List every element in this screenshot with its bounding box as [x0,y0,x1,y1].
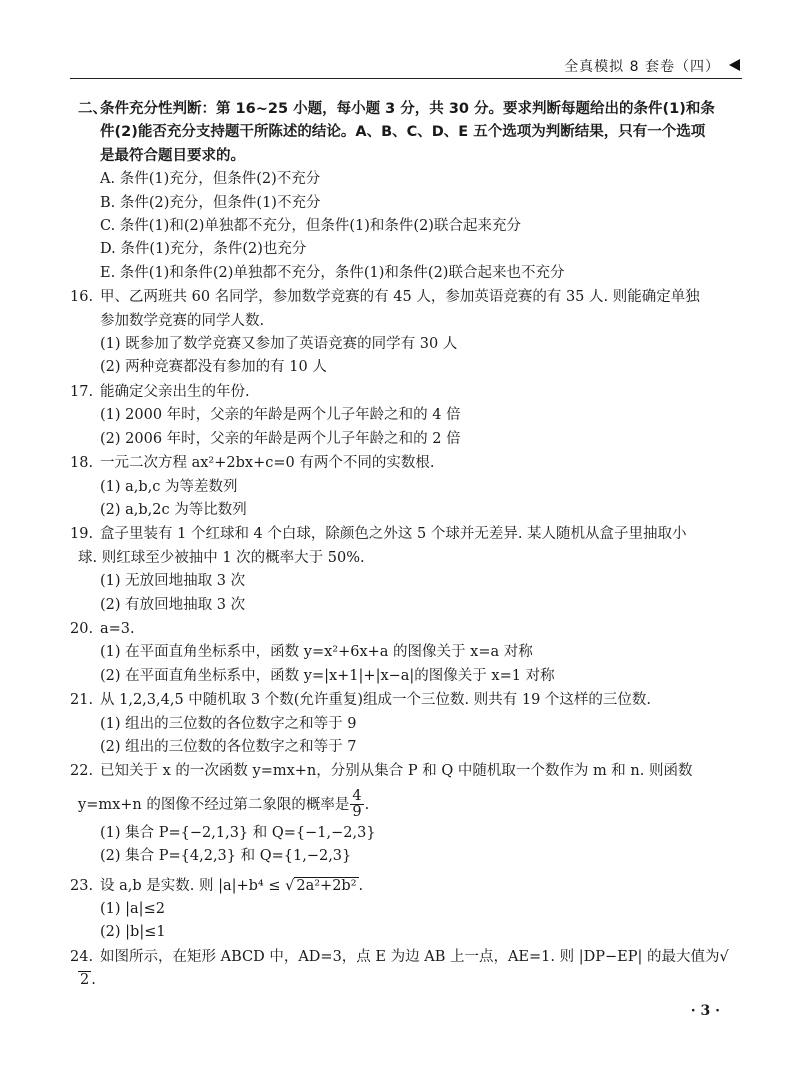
condition-2: (2) 组出的三位数的各位数字之和等于 7 [100,738,357,755]
fraction-numerator: 4 [352,788,362,805]
question-number: 16. [70,289,94,306]
condition-2: (2) 有放回地抽取 3 次 [100,596,246,613]
condition-2: (2) 两种竞赛都没有参加的有 10 人 [100,359,327,376]
sqrt-sign: √ [285,877,295,894]
condition-1: (1) |a|≤2 [100,901,165,917]
question-stem: 从 1,2,3,4,5 中随机取 3 个数(允许重复)组成一个三位数. 则共有 19 个这样的三位数. [100,692,652,709]
question-number: 20. [70,620,94,637]
question-22 [70,760,738,868]
question-stem: 设 a,b 是实数. 则 |a|+b⁴ ≤ [100,877,286,894]
stem-end: . [358,877,364,894]
page-content [70,98,738,993]
condition-1: (1) 既参加了数学竞赛又参加了英语竞赛的同学有 30 人 [100,336,458,353]
question-number: 17. [70,383,94,400]
section-line-1: 条件充分性判断：第 16~25 小题，每小题 3 分，共 30 分。要求判断每题给出的条件(1)和条 [100,101,715,117]
probability-fraction [350,789,363,820]
condition-1: (1) a,b,c 为等差数列 [100,478,238,495]
option-d: D. 条件(1)充分，条件(2)也充分 [100,241,307,258]
question-number: 22. [70,763,94,780]
question-stem-cont: 参加数学竞赛的同学人数. [100,312,265,329]
question-stem: a=3. [100,620,135,637]
question-stem: 已知关于 x 的一次函数 y=mx+n，分别从集合 P 和 Q 中随机取一个数作为 m 和 n. 则函数 [100,763,693,780]
header-title: 全真模拟 8 套卷（四） [564,59,720,75]
option-a: A. 条件(1)充分，但条件(2)不充分 [100,171,321,188]
question-number: 19. [70,526,94,543]
option-c: C. 条件(1)和(2)单独都不充分，但条件(1)和条件(2)联合起来充分 [100,218,521,235]
sqrt-sign: √ [719,948,729,965]
condition-2: (2) |b|≤1 [100,924,166,941]
stem-text: y=mx+n 的图像不经过第二象限的概率是 [78,796,350,813]
question-stem: 盒子里装有 1 个红球和 4 个白球，除颜色之外这 5 个球并无差异. 某人随机从盒子里抽取小 [100,526,687,543]
question-23 [70,875,738,945]
fraction-denominator: 9 [352,804,362,821]
question-16 [70,286,738,380]
question-20 [70,618,738,688]
question-stem: 甲、乙两班共 60 名同学，参加数学竞赛的有 45 人，参加英语竞赛的有 35 人. 则能确定单独 [100,289,700,306]
sqrt-expression: 2 [80,972,90,989]
question-number: 24. [70,948,94,965]
section-number: 二、 [78,101,107,117]
question-stem-cont: 球. 则红球至少被抽中 1 次的概率大于 50%. [78,549,365,566]
condition-1: (1) 2000 年时，父亲的年龄是两个儿子年龄之和的 4 倍 [100,407,461,424]
question-number: 21. [70,692,94,709]
page-number: · 3 · [690,1003,720,1019]
section-line-2: 件(2)能否充分支持题干所陈述的结论。A、B、C、D、E 五个选项为判断结果，只有一个选项 [100,124,706,141]
question-stem: 如图所示，在矩形 ABCD 中，AD=3，点 E 为边 AB 上一点，AE=1. 则 |DP−EP| 的最大值为 [100,948,720,965]
stem-end: . [91,972,96,989]
option-e: E. 条件(1)和条件(2)单独都不充分，条件(1)和条件(2)联合起来也不充分 [100,264,565,281]
stem-end: . [364,796,370,813]
sqrt-expression: 2a²+2b² [296,877,357,894]
question-21 [70,689,738,759]
question-number: 18. [70,455,94,472]
question-stem: 一元二次方程 ax²+2bx+c=0 有两个不同的实数根. [100,455,435,472]
question-17 [70,381,738,451]
section-line-3: 是最符合题目要求的。 [100,147,245,164]
condition-1: (1) 无放回地抽取 3 次 [100,573,246,590]
condition-2: (2) 集合 P={4,2,3} 和 Q={1,−2,3} [100,848,352,865]
condition-1: (1) 集合 P={−2,1,3} 和 Q={−1,−2,3} [100,824,376,841]
option-b: B. 条件(2)充分，但条件(1)不充分 [100,194,321,211]
condition-1: (1) 在平面直角坐标系中，函数 y=x²+6x+a 的图像关于 x=a 对称 [100,644,533,661]
section-instructions [78,98,738,168]
condition-2: (2) 在平面直角坐标系中，函数 y=|x+1|+|x−a|的图像关于 x=1 对称 [100,667,555,684]
condition-2: (2) a,b,2c 为等比数列 [100,501,247,518]
question-number: 23. [70,877,94,894]
question-18 [70,452,738,522]
triangle-left-icon [729,59,740,71]
question-stem-cont [78,788,738,822]
question-19 [70,523,738,617]
page-header [70,52,742,79]
condition-2: (2) 2006 年时，父亲的年龄是两个儿子年龄之和的 2 倍 [100,430,461,447]
question-stem: 能确定父亲出生的年份. [100,383,250,400]
condition-1: (1) 组出的三位数的各位数字之和等于 9 [100,715,357,732]
question-24 [70,946,738,993]
